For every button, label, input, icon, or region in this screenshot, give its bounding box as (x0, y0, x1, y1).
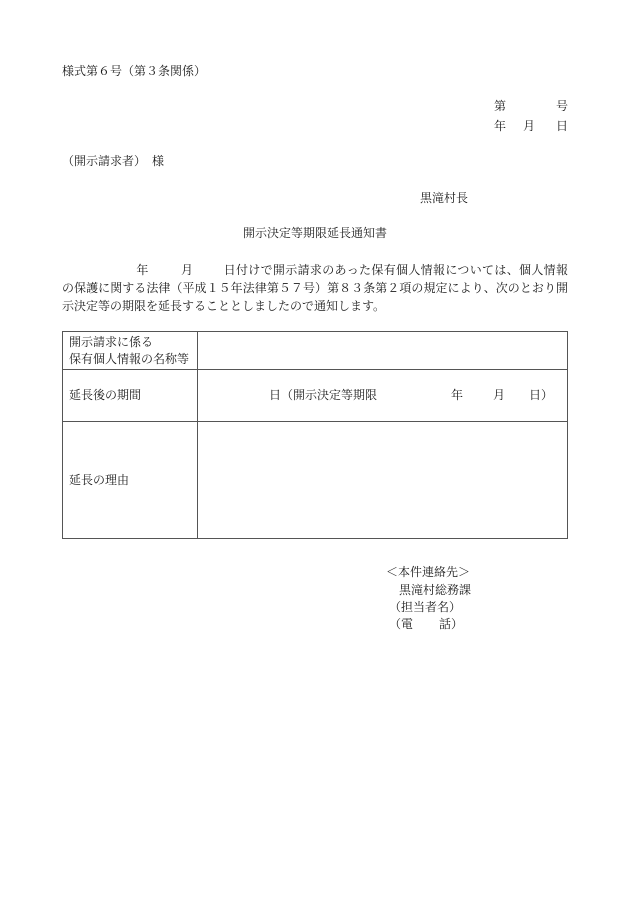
body-text: 日付けで開示請求のあった保有個人情報については、個人情報の保護に関する法律（平成１５年法律第５７号）第８３条第２項の規定により、次のとおり開示決定等の期限を延長することとしましたので通知します。 (62, 263, 568, 313)
table-row-extension-reason (63, 422, 568, 539)
extension-info-table (62, 331, 568, 539)
form-label: 様式第６号（第３条関係） (62, 64, 207, 78)
body-month-label: 月 (180, 263, 194, 277)
label-document-name-line1: 開示請求に係る (69, 334, 154, 349)
notice-body (62, 261, 568, 315)
extended-day-close: 日） (528, 388, 553, 402)
label-extension-reason: 延長の理由 (63, 422, 198, 539)
contact-phone (389, 616, 463, 632)
value-extension-reason (198, 422, 568, 539)
document-title: 開示決定等期限延長通知書 (242, 226, 387, 240)
value-extended-period (198, 370, 568, 422)
extended-day-deadline-text: 日（開示決定等期限 (268, 388, 377, 402)
body-year-label: 年 (136, 263, 149, 277)
value-document-name (198, 332, 568, 370)
date-month-label: 月 (523, 119, 536, 133)
label-document-name (63, 332, 198, 370)
extended-year-label: 年 (450, 388, 463, 402)
label-document-name-line2: 保有個人情報の名称等 (69, 351, 190, 366)
issuer-name: 黒滝村長 (420, 191, 469, 205)
contact-department: 黒滝村総務課 (399, 583, 472, 597)
date-year-label: 年 (494, 119, 507, 133)
label-extended-period: 延長後の期間 (63, 370, 198, 422)
requester-addressee: （開示請求者） 様 (62, 154, 165, 168)
extended-month-label: 月 (492, 388, 505, 402)
date-day-label: 日 (556, 119, 569, 133)
table-row-extended-period (63, 370, 568, 422)
table-row-document-name (63, 332, 568, 370)
doc-number-suffix: 号 (556, 99, 569, 113)
doc-number-label: 第 (494, 99, 507, 113)
contact-person: （担当者名） (389, 600, 462, 614)
contact-heading: ＜本件連絡先＞ (386, 565, 471, 579)
contact-phone-open: （電 (389, 617, 414, 631)
contact-phone-close: 話） (439, 617, 464, 631)
